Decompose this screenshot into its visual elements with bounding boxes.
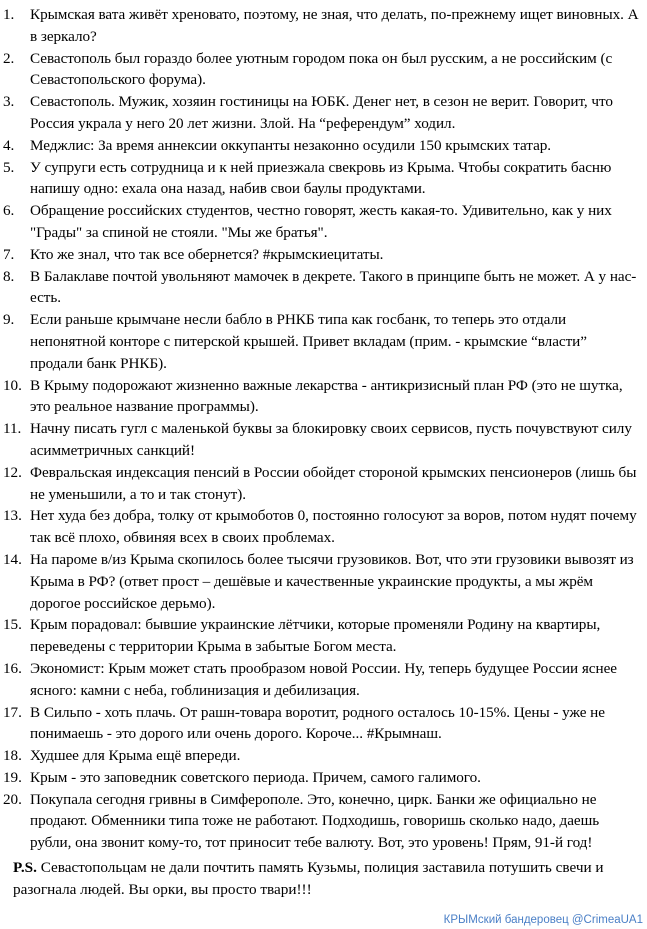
list-item-number: 20. xyxy=(3,790,22,808)
list-item-number: 18. xyxy=(3,747,22,765)
list-item-text: Начну писать гугл с маленькой буквы за блокировку своих сервисов, пусть почувствуют силу асимметричных санкций! xyxy=(30,420,632,459)
list-item-number: 12. xyxy=(3,463,22,481)
list-item xyxy=(0,745,647,767)
list-item-text: Экономист: Крым может стать прообразом новой России. Ну, теперь будущее России яснее ясного: камни с неба, гоблинизация и дебилизация. xyxy=(30,659,617,699)
list-item-number: 2. xyxy=(3,49,15,67)
list-item-text: Крым - это заповедник советского периода. Причем, самого галимого. xyxy=(30,768,481,786)
list-item xyxy=(0,614,647,658)
list-item-number: 17. xyxy=(3,703,22,721)
list-item xyxy=(0,702,647,746)
list-item xyxy=(0,91,647,135)
list-item xyxy=(0,789,647,854)
list-item-number: 4. xyxy=(3,136,15,154)
list-item-number: 19. xyxy=(3,768,22,786)
list-item xyxy=(0,266,647,310)
signature: КРЫМский бандеровец @CrimeaUA1 xyxy=(443,914,643,926)
list-item-text: Худшее для Крыма ещё впереди. xyxy=(30,747,241,765)
list-item-text: В Сильпо - хоть плачь. От рашн-товара воротит, родного осталось 10-15%. Цены - уже не понимаешь - это дорого или очень дорого. Короче... #Крымнаш. xyxy=(30,703,605,743)
list-item-number: 1. xyxy=(3,6,15,23)
list-item-number: 9. xyxy=(3,311,15,329)
list-item-text: Покупала сегодня гривны в Симферополе. Это, конечно, цирк. Банки же официально не продают. Обменники типа тоже не работают. Подходишь, говоришь сколько надо, даешь рубли, она звонит кому-то, тот приносит тебе валюту. Вот, это уровень! Прям, 91-й год! xyxy=(30,790,600,852)
list-item xyxy=(0,309,647,374)
list-item xyxy=(0,157,647,201)
list-item xyxy=(0,200,647,244)
list-item-number: 14. xyxy=(3,550,22,568)
postscript xyxy=(0,854,647,901)
list-item-text: Если раньше крымчане несли бабло в РНКБ типа как госбанк, то теперь это отдали непонятной конторе с питерской крышей. Привет вкладам (прим. - крымские “власти” продали банк РНКБ). xyxy=(30,311,587,372)
list-item-text: Кто же знал, что так все обернется? #крымскиецитаты. xyxy=(30,245,384,263)
list-item-number: 5. xyxy=(3,158,15,176)
list-item xyxy=(0,418,647,462)
list-item-text: Севастополь был гораздо более уютным городом пока он был русским, а не российским (с Севастопольского форума). xyxy=(30,49,613,89)
list-item-number: 10. xyxy=(3,376,22,394)
list-item xyxy=(0,505,647,549)
list-item xyxy=(0,375,647,419)
list-item-text: Нет худа без добра, толку от крымоботов 0, постоянно голосуют за воров, потом нудят почему так всё плохо, обвиняя всех в своих проблемах. xyxy=(30,507,637,547)
list-item-text: В Балаклаве почтой увольняют мамочек в декрете. Такого в принципе быть не может. А у нас-есть. xyxy=(30,267,637,307)
list-item xyxy=(0,244,647,266)
list-item-number: 7. xyxy=(3,245,15,263)
list-item-text: В Крыму подорожают жизненно важные лекарства - антикризисный план РФ (это не шутка, это реальное название программы). xyxy=(30,376,623,416)
list-item-text: Севастополь. Мужик, хозяин гостиницы на ЮБК. Денег нет, в сезон не верит. Говорит, что Россия украла у него 20 лет жизни. Злой. На “референдум” ходил. xyxy=(30,93,613,132)
list-item-text: Крымская вата живёт хреновато, поэтому, не зная, что делать, по-прежнему ищет виновных. А в зеркало? xyxy=(30,6,639,45)
postscript-text: Севастопольцам не дали почтить память Кузьмы, полиция заставила потушить свечи и разогнала людей. Вы орки, вы просто твари!!! xyxy=(13,859,604,898)
list-item xyxy=(0,767,647,789)
list-item-text: Меджлис: За время аннексии оккупанты незаконно осудили 150 крымских татар. xyxy=(30,136,552,154)
list-item-number: 16. xyxy=(3,659,22,677)
list-item xyxy=(0,462,647,506)
list-item-number: 13. xyxy=(3,507,22,525)
list-item xyxy=(0,4,647,48)
list-item-number: 15. xyxy=(3,616,22,634)
list-item-text: На пароме в/из Крыма скопилось более тысячи грузовиков. Вот, что эти грузовики вывозят из Крыма в РФ? (ответ прост – дешёвые и качественные украинские продукты, а мы жрём дорогое российское дерьмо). xyxy=(30,550,634,612)
list-item-text: Крым порадовал: бывшие украинские лётчики, которые променяли Родину на квартиры, переведены с территории Крыма в забытые Богом места. xyxy=(30,616,601,656)
list-item-number: 6. xyxy=(3,202,15,220)
postscript-label: P.S. xyxy=(13,859,37,877)
list-item-number: 11. xyxy=(3,420,22,438)
list-item xyxy=(0,549,647,614)
list-item-text: У супруги есть сотрудница и к ней приезжала свекровь из Крыма. Чтобы сократить басню напишу одно: ехала она назад, набив свои баулы продуктами. xyxy=(30,158,612,198)
list-item-text: Февральская индексация пенсий в России обойдет стороной крымских пенсионеров (лишь бы не уменьшили, а то и так стонут). xyxy=(30,463,637,503)
list-item xyxy=(0,135,647,157)
list-item-number: 8. xyxy=(3,267,15,285)
list-item xyxy=(0,658,647,702)
list-item xyxy=(0,48,647,92)
list-item-number: 3. xyxy=(3,93,15,111)
list-item-text: Обращение российских студентов, честно говорят, жесть какая-то. Удивительно, как у них "Грады" за спиной не стояли. "Мы же братья". xyxy=(30,202,612,241)
